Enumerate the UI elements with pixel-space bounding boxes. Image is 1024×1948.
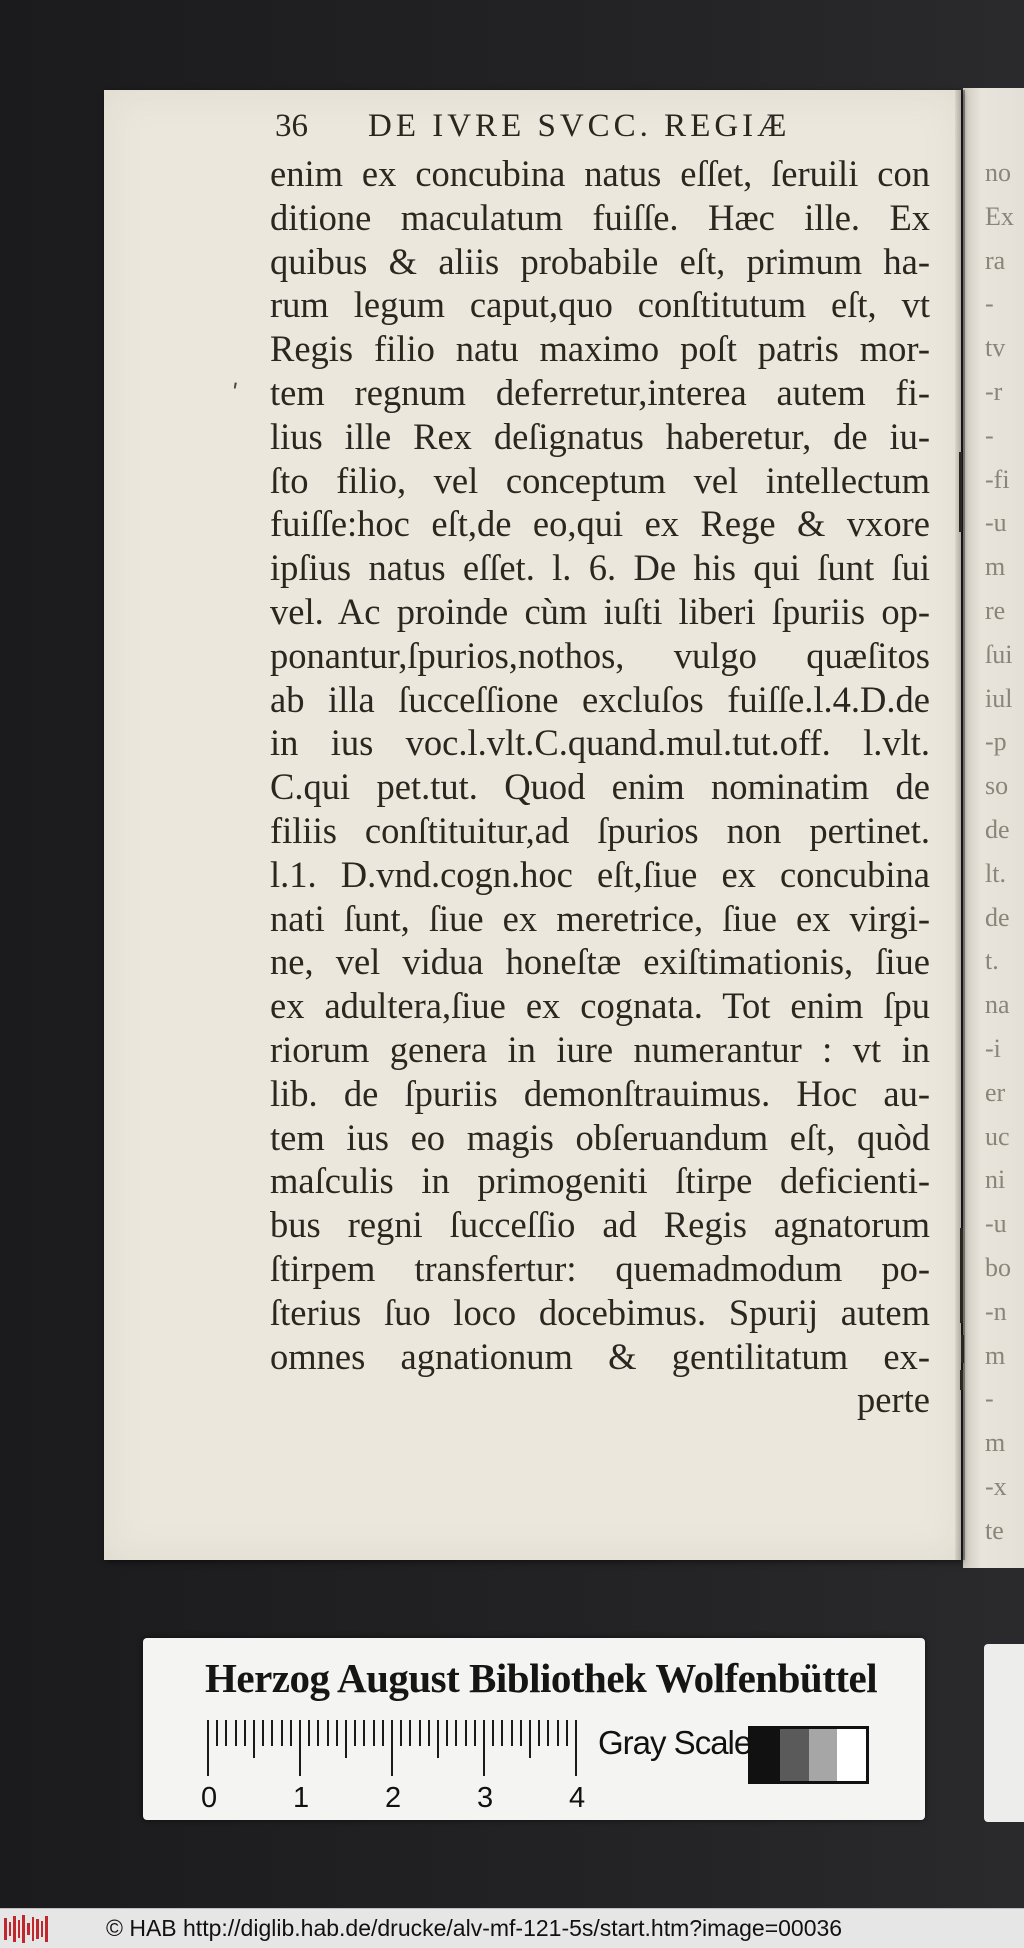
footer-copyright-url[interactable]: © HAB http://diglib.hab.de/drucke/alv-mf-121-5s/start.htm?image=00036 [106, 1915, 843, 1941]
facing-page-fragment: -fi [985, 464, 1010, 494]
facing-page-fragment: uc [985, 1121, 1010, 1151]
text-line: lius ille Rex deſignatus haberetur, de iu- [270, 415, 930, 457]
running-head [275, 108, 791, 145]
text-line: enim ex concubina natus eſſet, ſeruili con [270, 153, 930, 194]
ruler-tick [455, 1720, 457, 1746]
facing-page-fragment: - [985, 420, 994, 450]
facing-page-fragment: m [985, 552, 1006, 582]
text-line: ditione maculatum fuiſſe. Hæc ille. Ex [270, 196, 930, 238]
gray-swatch [837, 1729, 866, 1781]
facing-page-fragment: so [985, 771, 1009, 801]
logo-bar [4, 1918, 7, 1940]
text-line: ne, vel vidua honeſtæ exiſtimationis, ſiue [270, 941, 930, 983]
logo-bar [27, 1923, 30, 1935]
ruler-tick [428, 1720, 430, 1746]
ruler-tick [483, 1720, 485, 1776]
facing-page-fragment: iul [985, 683, 1013, 713]
text-line: ipſius natus eſſet. l. 6. De his qui ſunt ſui [270, 547, 930, 589]
margin-rule-4 [960, 1370, 963, 1390]
text-line: fuiſſe:hoc eſt,de eo,qui ex Rege & vxore [270, 503, 930, 545]
facing-page-fragment: -x [985, 1472, 1007, 1501]
institution-name: Herzog August Bibliothek Wolfenbüttel [205, 1655, 878, 1701]
text-line: tem ius eo magis obſeruandum eſt, quòd [270, 1116, 930, 1158]
text-line: vel. Ac proinde cùm iuſti liberi ſpuriis op- [270, 590, 930, 632]
facing-page-fragment: -i [985, 1034, 1001, 1063]
gray-swatch [780, 1729, 809, 1781]
logo-bar [41, 1921, 44, 1937]
ruler-tick [235, 1720, 237, 1746]
facing-page-fragment: -n [985, 1296, 1007, 1326]
ruler-tick [492, 1720, 494, 1746]
facing-page-fragment: m [985, 1340, 1006, 1370]
text-line: filiis conſtituitur,ad ſpurios non pertinet. [270, 809, 930, 851]
library-label-card [143, 1638, 925, 1820]
logo-bar [36, 1919, 39, 1939]
ruler-tick [409, 1720, 411, 1746]
gray-scale-label: Gray Scale [598, 1724, 752, 1761]
ruler-tick [216, 1720, 218, 1746]
page-number: 36 [275, 108, 308, 144]
ruler-number: 3 [477, 1782, 494, 1814]
measurement-ruler [201, 1720, 587, 1815]
ruler-number: 4 [569, 1782, 586, 1814]
ruler-tick [557, 1720, 559, 1746]
logo-bar [32, 1917, 35, 1941]
ruler-tick [501, 1720, 503, 1746]
ruler-tick [382, 1720, 384, 1746]
facing-page-fragment: er [985, 1077, 1006, 1107]
text-line: riorum genera in iure numerantur : vt in [270, 1028, 930, 1070]
ruler-tick [290, 1720, 292, 1746]
logo-bar [18, 1920, 21, 1938]
ruler-tick [538, 1720, 540, 1746]
facing-page-fragment: -u [985, 508, 1007, 538]
facing-page-edge [963, 88, 1024, 1568]
ruler-tick [363, 1720, 365, 1746]
ruler-tick [400, 1720, 402, 1746]
ruler-tick [207, 1720, 209, 1776]
facing-page-fragment: Ex [985, 201, 1014, 231]
facing-page-fragment: de [985, 815, 1010, 844]
ruler-tick [225, 1720, 227, 1746]
catchword: perte [857, 1379, 930, 1421]
facing-page-fragment: -u [985, 1209, 1007, 1239]
margin-rule-1 [959, 452, 962, 532]
margin-rule-3 [961, 1335, 964, 1363]
gray-scale-swatches [748, 1726, 869, 1784]
text-line: in ius voc.l.vlt.C.quand.mul.tut.off. l.vlt. [270, 722, 930, 764]
ruler-tick [345, 1720, 347, 1758]
ruler-tick [446, 1720, 448, 1746]
text-line: ab illa ſucceſſione excluſos fuiſſe.l.4.D.de [270, 678, 930, 720]
ruler-tick [575, 1720, 577, 1776]
text-line: bus regni ſucceſſio ad Regis agnatorum [270, 1204, 930, 1246]
body-text [270, 152, 930, 1422]
logo-bar [45, 1916, 48, 1942]
facing-page-fragment: de [985, 902, 1010, 932]
logo-bar [13, 1916, 16, 1942]
text-line: ſto filio, vel conceptum vel intellectum [270, 459, 930, 501]
ruler-tick [336, 1720, 338, 1746]
ruler-number: 2 [385, 1782, 402, 1814]
logo-bar [22, 1915, 25, 1943]
facing-page-fragment: -p [985, 727, 1007, 757]
ruler-tick [281, 1720, 283, 1746]
ruler-number: 1 [293, 1782, 310, 1814]
text-line: ponantur,ſpurios,nothos, vulgo quæſitos [270, 634, 930, 676]
ruler-tick [271, 1720, 273, 1746]
ruler-tick [244, 1720, 246, 1746]
facing-page-fragment: tv [985, 333, 1006, 363]
text-line: lib. de ſpuriis demonſtrauimus. Hoc au- [270, 1072, 930, 1114]
text-line: ſtirpem transfertur: quemadmodum po- [270, 1247, 930, 1289]
second-label-card-edge [984, 1644, 1024, 1822]
ruler-tick [437, 1720, 439, 1758]
ruler-number: 0 [201, 1782, 218, 1814]
ruler-tick [529, 1720, 531, 1758]
ruler-tick [391, 1720, 393, 1776]
text-line: rum legum caput,quo conſtitutum eſt, vt [270, 284, 930, 326]
facing-page-fragment: - [985, 289, 994, 319]
ruler-tick [308, 1720, 310, 1746]
facing-page-fragment: na [985, 990, 1010, 1020]
facing-page-fragment: re [985, 596, 1006, 625]
ruler-tick [354, 1720, 356, 1746]
facing-page-fragment: ni [985, 1165, 1006, 1195]
text-line: l.1. D.vnd.cogn.hoc eſt,ſiue ex concubina [270, 853, 930, 895]
margin-rule-2 [960, 1228, 963, 1323]
ruler-tick [373, 1720, 375, 1746]
facing-page-fragment: t. [985, 946, 999, 976]
ruler-tick [547, 1720, 549, 1746]
text-line: ex adultera,ſiue ex cognata. Tot enim ſpu [270, 985, 930, 1027]
ruler-tick [327, 1720, 329, 1746]
ruler-tick [419, 1720, 421, 1746]
text-line: Regis filio natu maximo poſt patris mor- [270, 328, 930, 370]
facing-page-fragment: m [985, 1428, 1006, 1458]
gray-swatch [751, 1729, 780, 1781]
facing-page-fragment: - [985, 1384, 994, 1414]
hab-barcode-logo-icon [4, 1914, 48, 1944]
text-line: nati ſunt, ſiue ex meretrice, ſiue ex virgi- [270, 897, 930, 939]
text-line: tem regnum deferretur,interea autem fi- [270, 371, 930, 413]
facing-page-fragment: ſui [985, 639, 1013, 669]
marginal-tick-mark: ʹ [232, 380, 239, 408]
viewer-footer [0, 1908, 1024, 1948]
ruler-tick [566, 1720, 568, 1746]
facing-page-fragment: ra [985, 245, 1006, 275]
facing-page-fragment: te [985, 1515, 1004, 1545]
ruler-tick [299, 1720, 301, 1776]
text-line: omnes agnationum & gentilitatum ex- [270, 1335, 930, 1377]
ruler-tick [520, 1720, 522, 1746]
facing-page-fragment: no [985, 158, 1011, 187]
ruler-tick [262, 1720, 264, 1746]
ruler-tick [317, 1720, 319, 1746]
facing-page-fragment: bo [985, 1253, 1011, 1282]
facing-page-fragment: -r [985, 377, 1003, 406]
ruler-tick [511, 1720, 513, 1746]
ruler-tick [474, 1720, 476, 1746]
text-line: quibus & aliis probabile eſt, primum ha- [270, 240, 930, 282]
ruler-tick [253, 1720, 255, 1758]
text-line: ſterius ſuo loco docebimus. Spurij autem [270, 1291, 930, 1333]
facing-page-fragment: lt. [985, 858, 1006, 888]
text-line: maſculis in primogeniti ſtirpe deficienti- [270, 1160, 930, 1202]
text-line: C.qui pet.tut. Quod enim nominatim de [270, 766, 930, 808]
running-title: DE IVRE SVCC. REGIÆ [368, 108, 791, 144]
gray-swatch [809, 1729, 838, 1781]
logo-bar [9, 1922, 12, 1936]
ruler-tick [465, 1720, 467, 1746]
